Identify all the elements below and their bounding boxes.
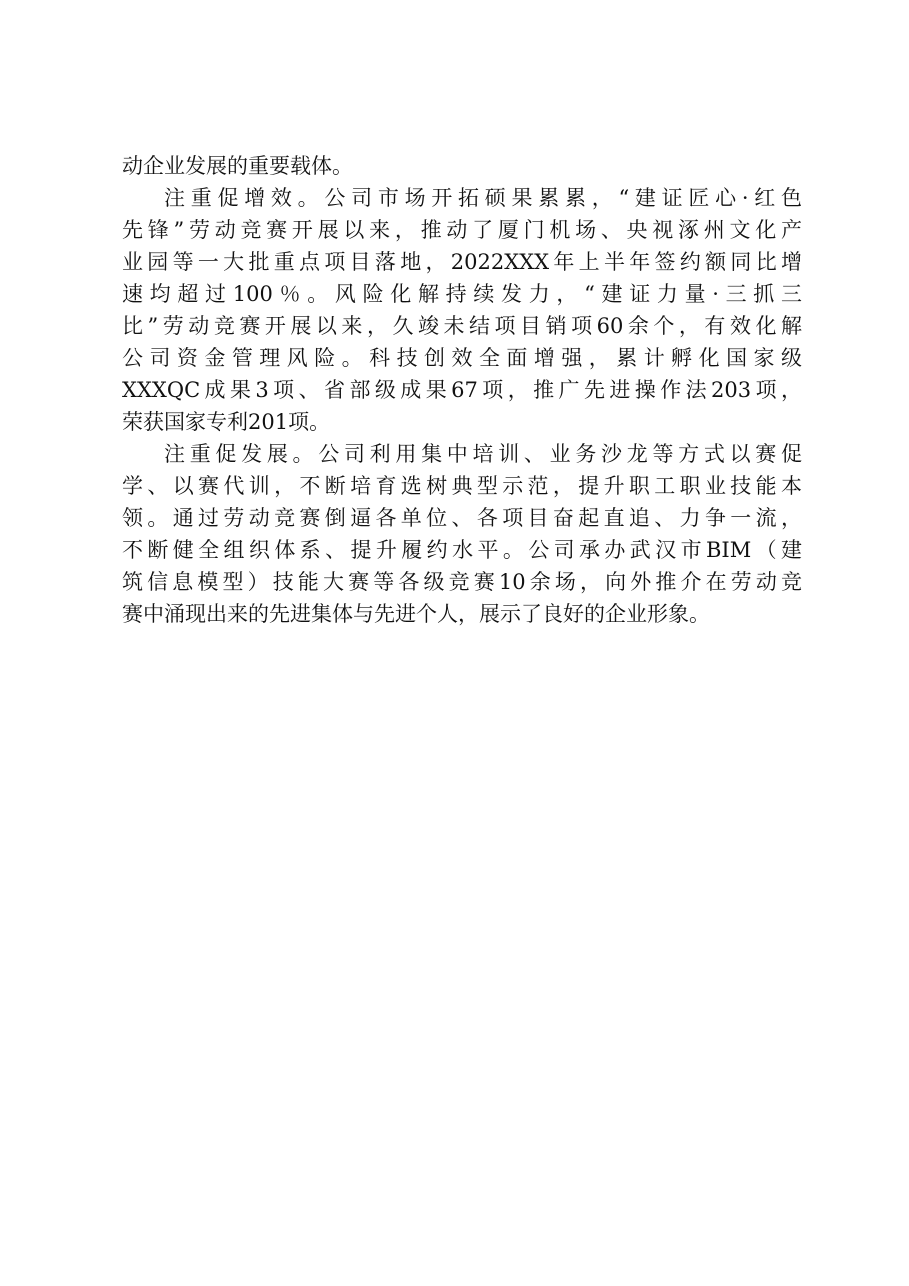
text-line: 筑信息模型）技能大赛等各级竞赛10余场，向外推介在劳动竞 xyxy=(122,570,802,594)
paragraph-promote-efficiency xyxy=(122,182,802,438)
text-line: 不断健全组织体系、提升履约水平。公司承办武汉市BIM（建 xyxy=(122,538,802,562)
text-line: 注重促增效。公司市场开拓硕果累累，“建证匠心·红色 xyxy=(164,186,802,210)
text-line: 业园等一大批重点项目落地，2022XXX年上半年签约额同比增 xyxy=(122,250,802,274)
text-line: 速均超过100％。风险化解持续发力，“建证力量·三抓三 xyxy=(122,282,802,306)
text-line: 公司资金管理风险。科技创效全面增强，累计孵化国家级 xyxy=(122,346,802,370)
text-line: 比”劳动竞赛开展以来，久竣未结项目销项60余个，有效化解 xyxy=(122,314,802,338)
text-line: 注重促发展。公司利用集中培训、业务沙龙等方式以赛促 xyxy=(164,442,802,466)
text-line: 动企业发展的重要载体。 xyxy=(122,154,353,178)
paragraph-promote-development xyxy=(122,438,802,630)
text-line: 赛中涌现出来的先进集体与先进个人，展示了良好的企业形象。 xyxy=(122,602,710,626)
text-line: 先锋”劳动竞赛开展以来，推动了厦门机场、央视涿州文化产 xyxy=(122,218,802,242)
text-line: 荣获国家专利201项。 xyxy=(122,410,331,434)
text-line: XXXQC成果3项、省部级成果67项，推广先进操作法203项， xyxy=(122,378,802,402)
text-line: 领。通过劳动竞赛倒逼各单位、各项目奋起直追、力争一流， xyxy=(122,506,802,530)
text-line: 学、以赛代训，不断培育选树典型示范，提升职工职业技能本 xyxy=(122,474,802,498)
paragraph-continuation xyxy=(122,150,802,182)
document-body xyxy=(122,150,802,630)
